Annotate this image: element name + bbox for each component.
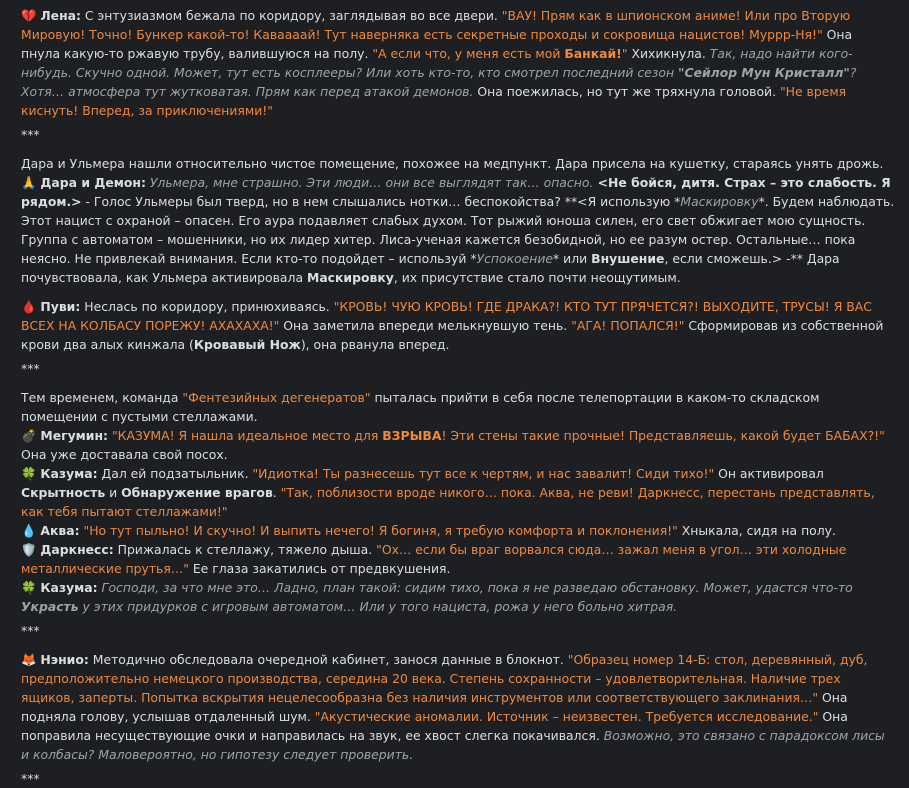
- separator: ***: [21, 771, 40, 786]
- dialogue: "КАЗУМА! Я нашла идеальное место для: [108, 428, 383, 443]
- team-name: "Фентезийных дегенератов": [182, 390, 371, 405]
- dialogue-bold: ВЗРЫВА: [382, 428, 442, 443]
- post-darkness: [21, 540, 895, 578]
- narration: , если сможешь.> -** Дара почувствовала, как Ульмера активировала: [21, 251, 840, 285]
- blood-drop-icon: 🩸: [21, 299, 37, 314]
- dialogue: "Ох… если бы враг ворвался сюда… зажал меня в угол… эти холодные металлические прутья…": [21, 542, 847, 576]
- speaker-name: Лена:: [40, 8, 81, 23]
- bomb-icon: 💣: [21, 428, 37, 443]
- narration: Неслась по коридору, принюхиваясь.: [80, 299, 334, 314]
- speaker-name: Казума:: [40, 466, 98, 481]
- narration: Методично обследовала очередной кабинет, занося данные в блокнот.: [88, 652, 568, 667]
- skill-italic: Успокоение: [476, 251, 554, 266]
- broken-heart-icon: 💔: [21, 8, 37, 23]
- narration: ), она рванула вперед.: [300, 337, 450, 352]
- skill-bold: Маскировку: [306, 270, 394, 285]
- post-dara: [21, 173, 895, 287]
- speaker-name: Нэнио:: [40, 652, 89, 667]
- speaker-name: Казума:: [40, 580, 98, 595]
- dialogue: "ВАУ! Прям как в шпионском аниме! Или про Вторую Мировую! Точно! Бункер какой-то! Каваааай! Тут наверняка есть секретные проходы и сокровища нацистов! Муррр-Ня!": [21, 8, 851, 42]
- narration: и: [105, 485, 122, 500]
- dialogue: "Акустические аномалии. Источник – неизвестен. Требуется исследование.": [314, 709, 819, 724]
- dialogue: "Так, поблизости вроде никого… пока. Аква, не реви! Даркнесс, перестань представлять, как тебя пытают стеллажами!": [21, 485, 875, 519]
- dialogue-bold: Банкай!: [564, 46, 622, 61]
- clover-icon: 🍀: [21, 466, 37, 481]
- narration: Она поежилась, но тут же тряхнула головой.: [473, 84, 780, 99]
- water-drop-icon: 💧: [21, 523, 37, 538]
- separator: ***: [21, 623, 40, 638]
- speaker-name: Даркнесс:: [40, 542, 114, 557]
- separator: ***: [21, 361, 40, 376]
- narration: .: [272, 485, 281, 500]
- skill-bold: Кровавый Нож: [193, 337, 301, 352]
- post-puvi: [21, 297, 895, 354]
- dialogue: "А если что, у меня есть мой: [372, 46, 565, 61]
- demon-speech: <Не бойся, дитя. Страх – это слабость. Я рядом.>: [21, 175, 891, 209]
- post-kazuma-thought: [21, 578, 895, 616]
- clover-icon: 🍀: [21, 580, 37, 595]
- narration: Сформировав из собственной крови два алых кинжала (: [21, 318, 884, 352]
- narration: Она пнула какую-то ржавую трубу, валившуюся на полу.: [21, 27, 853, 61]
- post-megumin: [21, 426, 895, 464]
- narration: Ее глаза закатились от предвкушения.: [188, 561, 451, 576]
- narration: - Голос Ульмеры был тверд, но в нем слышались нотки… беспокойства? **<Я использую *: [81, 194, 681, 209]
- dialogue: ": [621, 46, 628, 61]
- dialogue: "Образец номер 14-Б: стол, деревянный, дуб, предположительно немецкого производства, середина 20 века. Степень сохранности – удовлетворительная. Наличие трех ящиков, заперты. Попытка вскрытия нецелесообразна без наличия инструментов или соответствующего заклинания…": [21, 652, 868, 705]
- narration: , их присутствие стало почти неощутимым.: [393, 270, 681, 285]
- narration: * или: [553, 251, 592, 266]
- separator: ***: [21, 127, 40, 142]
- thought: Господи, за что мне это… Ладно, план такой: сидим тихо, пока я не разведаю обстановку. Может, удастся что-то: [97, 580, 853, 595]
- fox-icon: 🦊: [21, 652, 37, 667]
- thought-bold: Украсть: [21, 599, 79, 614]
- narration: С энтузиазмом бежала по коридору, заглядывая во все двери.: [80, 8, 502, 23]
- intro-warehouse: [21, 388, 895, 426]
- narration: Хныкала, сидя на полу.: [677, 523, 836, 538]
- dialogue: "Но тут пыльно! И скучно! И выпить нечего! Я богиня, я требую комфорта и поклонения!": [79, 523, 678, 538]
- speaker-name: Аква:: [40, 523, 80, 538]
- speaker-name: Мегумин:: [40, 428, 109, 443]
- dialogue: "Не время киснуть! Вперед, за приключениями!": [21, 84, 847, 118]
- speaker-name: Дара и Демон:: [40, 175, 146, 190]
- narration: Тем временем, команда: [21, 390, 183, 405]
- intro-medbay: Дара и Ульмера нашли относительно чистое помещение, похожее на медпункт. Дара присела на кушетку, стараясь унять дрожь.: [21, 156, 884, 171]
- thought: ? Хотя… атмосфера тут жуткoватая. Прям как перед атакой демонов.: [21, 65, 857, 99]
- skill-bold: Скрытность: [21, 485, 106, 500]
- narration: Он активировал: [714, 466, 824, 481]
- dialogue: ! Эти стены такие прочные! Представляешь, какой будет БАБАХ?!": [441, 428, 885, 443]
- narration: Она уже доставала свой посох.: [21, 447, 228, 462]
- narration: Она подняла голову, услышав отдаленный шум.: [21, 690, 848, 724]
- skill-bold: Внушение: [591, 251, 665, 266]
- narration: Она поправила несуществующие очки и направилась на звук, ее хвост слегка покачивался.: [21, 709, 848, 743]
- narration: пыталась прийти в себя после телепортации в каком-то складском помещении с пустыми стеллажами.: [21, 390, 820, 424]
- post-kazuma: [21, 464, 895, 521]
- narration: Прижалась к стеллажу, тяжело дыша.: [113, 542, 377, 557]
- thought: Так, надо найти кого-нибудь. Скучно одной. Может, тут есть косплееры? Или хоть кто-то, кто смотрел последний сезон: [21, 46, 853, 80]
- dialogue: "Идиотка! Ты разнесешь тут все к чертям, и нас завалит! Сиди тихо!": [252, 466, 715, 481]
- narration: Хихикнула.: [627, 46, 710, 61]
- shield-icon: 🛡️: [21, 542, 37, 557]
- narration: Дал ей подзатыльник.: [97, 466, 253, 481]
- thought: у этих придурков с игровым автоматом… Или у того нациста, рожа у него больно хитрая.: [78, 599, 678, 614]
- pray-icon: 🙏: [21, 175, 37, 190]
- skill-italic: Маскировку: [680, 194, 759, 209]
- thought: Возможно, это связано с парадоксом лисы и колбасы? Маловероятно, но гипотезу следует проверить.: [21, 728, 885, 762]
- post-lena: [21, 6, 895, 120]
- skill-bold: Обнаружение врагов: [121, 485, 273, 500]
- thought: Ульмера, мне страшно. Эти люди… они все выглядят так… опасно.: [145, 175, 594, 190]
- thought-highlight: "Сейлор Мун Кристалл": [678, 65, 850, 80]
- dialogue: "КРОВЬ! ЧУЮ КРОВЬ! ГДЕ ДРАКА?! КТО ТУТ ПРЯЧЕТСЯ?! ВЫХОДИТЕ, ТРУСЫ! Я ВАС ВСЕХ НА КОЛБАСУ ПОРЕЖУ! АХАХАХА!": [21, 299, 872, 333]
- post-aqua: [21, 521, 895, 540]
- post-naenio: [21, 650, 895, 764]
- narration: Она заметила впереди мелькнувшую тень.: [279, 318, 572, 333]
- speaker-name: Пуви:: [40, 299, 81, 314]
- narration: *. Будем наблюдать. Этот нацист с охраной – опасен. Его аура подавляет слабых духом. Тот рыжий юноша силен, его свет обжигает мою сущность. Группа с автоматом – мошенники, но их лидер хитер. Лиса-ученая кажется безобидной, но ее разум остер. Остальные… пока неясно. Не привлекай внимания. Если кто-то подойдет – используй *: [21, 194, 895, 266]
- dialogue: "АГА! ПОПАЛСЯ!": [571, 318, 685, 333]
